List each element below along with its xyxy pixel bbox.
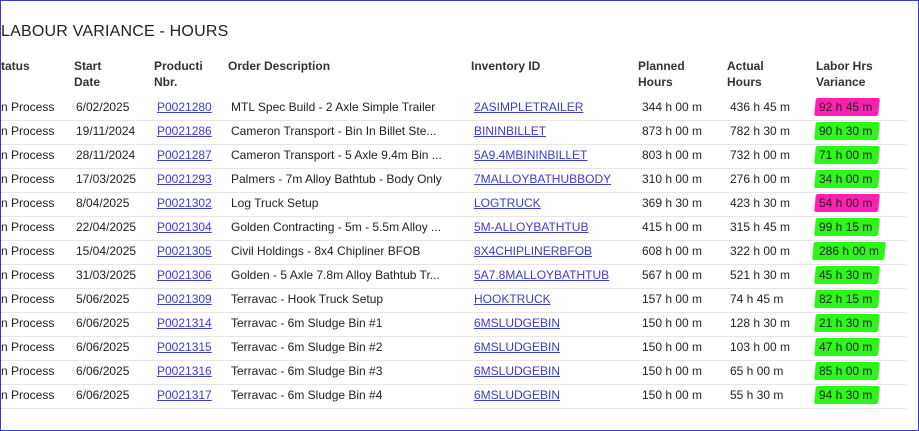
order-description-cell: Golden - 5 Axle 7.8m Alloy Bathtub Tr...	[231, 268, 440, 282]
start-date-cell: 28/11/2024	[76, 148, 136, 162]
planned-hours-cell: 150 h 00 m	[642, 364, 703, 378]
inventory-id-link[interactable]: 5A9.4MBININBILLET	[474, 148, 588, 162]
column-header-inventory-id[interactable]: Inventory ID	[471, 59, 541, 73]
inventory-id-link[interactable]: 6MSLUDGEBIN	[474, 364, 561, 378]
start-date-cell: 31/03/2025	[76, 268, 137, 282]
production-nbr-link[interactable]: P0021314	[157, 316, 212, 330]
start-date-cell: 6/06/2025	[76, 364, 130, 378]
status-cell: n Process	[1, 196, 55, 210]
planned-hours-cell: 344 h 00 m	[642, 100, 703, 114]
labor-hrs-variance-cell: 92 h 45 m	[819, 100, 873, 114]
actual-hours-cell: 65 h 00 m	[730, 364, 784, 378]
page-title: LABOUR VARIANCE - HOURS	[1, 23, 229, 40]
table-row[interactable]	[1, 192, 906, 217]
production-nbr-link[interactable]: P0021302	[157, 196, 212, 210]
status-cell: n Process	[1, 244, 55, 258]
planned-hours-cell: 369 h 30 m	[642, 196, 703, 210]
column-header-production-nbr[interactable]: Producti Nbr.	[154, 59, 203, 89]
status-cell: n Process	[1, 148, 55, 162]
labor-hrs-variance-cell: 99 h 15 m	[819, 220, 873, 234]
start-date-cell: 6/06/2025	[76, 388, 130, 402]
actual-hours-cell: 423 h 30 m	[730, 196, 791, 210]
planned-hours-cell: 415 h 00 m	[642, 220, 703, 234]
start-date-cell: 19/11/2024	[76, 124, 136, 138]
production-nbr-link[interactable]: P0021286	[157, 124, 212, 138]
order-description-cell: Cameron Transport - 5 Axle 9.4m Bin ...	[231, 148, 442, 162]
table-row[interactable]	[1, 288, 906, 313]
inventory-id-link[interactable]: 6MSLUDGEBIN	[474, 316, 561, 330]
status-cell: n Process	[1, 340, 55, 354]
planned-hours-cell: 150 h 00 m	[642, 388, 703, 402]
status-cell: n Process	[1, 100, 55, 114]
inventory-id-link[interactable]: LOGTRUCK	[474, 196, 541, 210]
column-header-planned-hours[interactable]: Planned Hours	[638, 59, 685, 89]
actual-hours-cell: 103 h 00 m	[730, 340, 791, 354]
actual-hours-cell: 74 h 45 m	[730, 292, 784, 306]
inventory-id-link[interactable]: 5M-ALLOYBATHTUB	[474, 220, 589, 234]
actual-hours-cell: 732 h 00 m	[730, 148, 791, 162]
inventory-id-link[interactable]: 6MSLUDGEBIN	[474, 340, 561, 354]
production-nbr-link[interactable]: P0021305	[157, 244, 212, 258]
start-date-cell: 6/02/2025	[76, 100, 130, 114]
planned-hours-cell: 803 h 00 m	[642, 148, 703, 162]
planned-hours-cell: 567 h 00 m	[642, 268, 703, 282]
table-row[interactable]	[1, 240, 906, 265]
labor-hrs-variance-cell: 85 h 00 m	[819, 364, 873, 378]
planned-hours-cell: 310 h 00 m	[642, 172, 703, 186]
status-cell: n Process	[1, 292, 55, 306]
production-nbr-link[interactable]: P0021315	[157, 340, 212, 354]
column-header-actual-hours[interactable]: Actual Hours	[727, 59, 764, 89]
labor-hrs-variance-cell: 90 h 30 m	[819, 124, 873, 138]
column-header-order-description[interactable]: Order Description	[228, 59, 331, 73]
start-date-cell: 6/06/2025	[76, 316, 130, 330]
actual-hours-cell: 55 h 30 m	[730, 388, 784, 402]
labor-hrs-variance-cell: 82 h 15 m	[819, 292, 873, 306]
status-cell: n Process	[1, 268, 55, 282]
production-nbr-link[interactable]: P0021287	[157, 148, 212, 162]
production-nbr-link[interactable]: P0021304	[157, 220, 212, 234]
order-description-cell: Terravac - 6m Sludge Bin #3	[231, 364, 383, 378]
status-cell: n Process	[1, 172, 55, 186]
labor-hrs-variance-cell: 94 h 30 m	[819, 388, 873, 402]
actual-hours-cell: 322 h 00 m	[730, 244, 791, 258]
inventory-id-link[interactable]: 5A7.8MALLOYBATHTUB	[474, 268, 610, 282]
labor-hrs-variance-cell: 54 h 00 m	[819, 196, 873, 210]
table-row[interactable]	[1, 120, 906, 145]
start-date-cell: 6/06/2025	[76, 340, 130, 354]
inventory-id-link[interactable]: 7MALLOYBATHUBBODY	[474, 172, 612, 186]
table-row[interactable]	[1, 312, 906, 337]
table-row[interactable]	[1, 336, 906, 361]
order-description-cell: Terravac - 6m Sludge Bin #4	[231, 388, 383, 402]
production-nbr-link[interactable]: P0021280	[157, 100, 212, 114]
actual-hours-cell: 782 h 30 m	[730, 124, 791, 138]
start-date-cell: 17/03/2025	[76, 172, 137, 186]
planned-hours-cell: 150 h 00 m	[642, 340, 703, 354]
labor-hrs-variance-cell: 34 h 00 m	[819, 172, 873, 186]
production-nbr-link[interactable]: P0021293	[157, 172, 212, 186]
table-row[interactable]	[1, 168, 906, 193]
status-cell: n Process	[1, 364, 55, 378]
table-row[interactable]	[1, 264, 906, 289]
order-description-cell: Terravac - 6m Sludge Bin #2	[231, 340, 383, 354]
start-date-cell: 15/04/2025	[76, 244, 137, 258]
actual-hours-cell: 128 h 30 m	[730, 316, 791, 330]
start-date-cell: 22/04/2025	[76, 220, 137, 234]
inventory-id-link[interactable]: 2ASIMPLETRAILER	[474, 100, 584, 114]
start-date-cell: 5/06/2025	[76, 292, 130, 306]
start-date-cell: 8/04/2025	[76, 196, 130, 210]
table-row[interactable]	[1, 216, 906, 241]
inventory-id-link[interactable]: 8X4CHIPLINERBFOB	[474, 244, 593, 258]
inventory-id-link[interactable]: HOOKTRUCK	[474, 292, 551, 306]
order-description-cell: Terravac - Hook Truck Setup	[231, 292, 384, 306]
labor-hrs-variance-cell: 45 h 30 m	[819, 268, 873, 282]
labor-hrs-variance-cell: 71 h 00 m	[819, 148, 873, 162]
production-nbr-link[interactable]: P0021316	[157, 364, 212, 378]
planned-hours-cell: 150 h 00 m	[642, 316, 703, 330]
table-row[interactable]	[1, 144, 906, 169]
column-header-labor-hrs-variance[interactable]: Labor Hrs Variance	[816, 59, 873, 89]
production-nbr-link[interactable]: P0021309	[157, 292, 212, 306]
actual-hours-cell: 315 h 45 m	[730, 220, 791, 234]
labor-hrs-variance-cell: 286 h 00 m	[819, 244, 880, 258]
table-row[interactable]	[1, 360, 906, 385]
order-description-cell: MTL Spec Build - 2 Axle Simple Trailer	[231, 100, 436, 114]
table-row[interactable]	[1, 384, 906, 409]
actual-hours-cell: 276 h 00 m	[730, 172, 791, 186]
status-cell: n Process	[1, 220, 55, 234]
planned-hours-cell: 157 h 00 m	[642, 292, 703, 306]
order-description-cell: Palmers - 7m Alloy Bathtub - Body Only	[231, 172, 442, 186]
planned-hours-cell: 873 h 00 m	[642, 124, 703, 138]
labor-hrs-variance-cell: 21 h 30 m	[819, 316, 873, 330]
column-header-start-date[interactable]: Start Date	[74, 59, 102, 89]
inventory-id-link[interactable]: BININBILLET	[474, 124, 547, 138]
status-cell: n Process	[1, 316, 55, 330]
order-description-cell: Terravac - 6m Sludge Bin #1	[231, 316, 383, 330]
order-description-cell: Cameron Transport - Bin In Billet Ste...	[231, 124, 437, 138]
order-description-cell: Log Truck Setup	[231, 196, 319, 210]
status-cell: n Process	[1, 124, 55, 138]
status-cell: n Process	[1, 388, 55, 402]
actual-hours-cell: 521 h 30 m	[730, 268, 791, 282]
order-description-cell: Civil Holdings - 8x4 Chipliner BFOB	[231, 244, 421, 258]
inventory-id-link[interactable]: 6MSLUDGEBIN	[474, 388, 561, 402]
labor-hrs-variance-cell: 47 h 00 m	[819, 340, 873, 354]
actual-hours-cell: 436 h 45 m	[730, 100, 791, 114]
order-description-cell: Golden Contracting - 5m - 5.5m Alloy ...	[231, 220, 442, 234]
table-row[interactable]	[1, 96, 906, 121]
column-header-status[interactable]: tatus	[1, 59, 30, 73]
planned-hours-cell: 608 h 00 m	[642, 244, 703, 258]
production-nbr-link[interactable]: P0021317	[157, 388, 212, 402]
production-nbr-link[interactable]: P0021306	[157, 268, 212, 282]
